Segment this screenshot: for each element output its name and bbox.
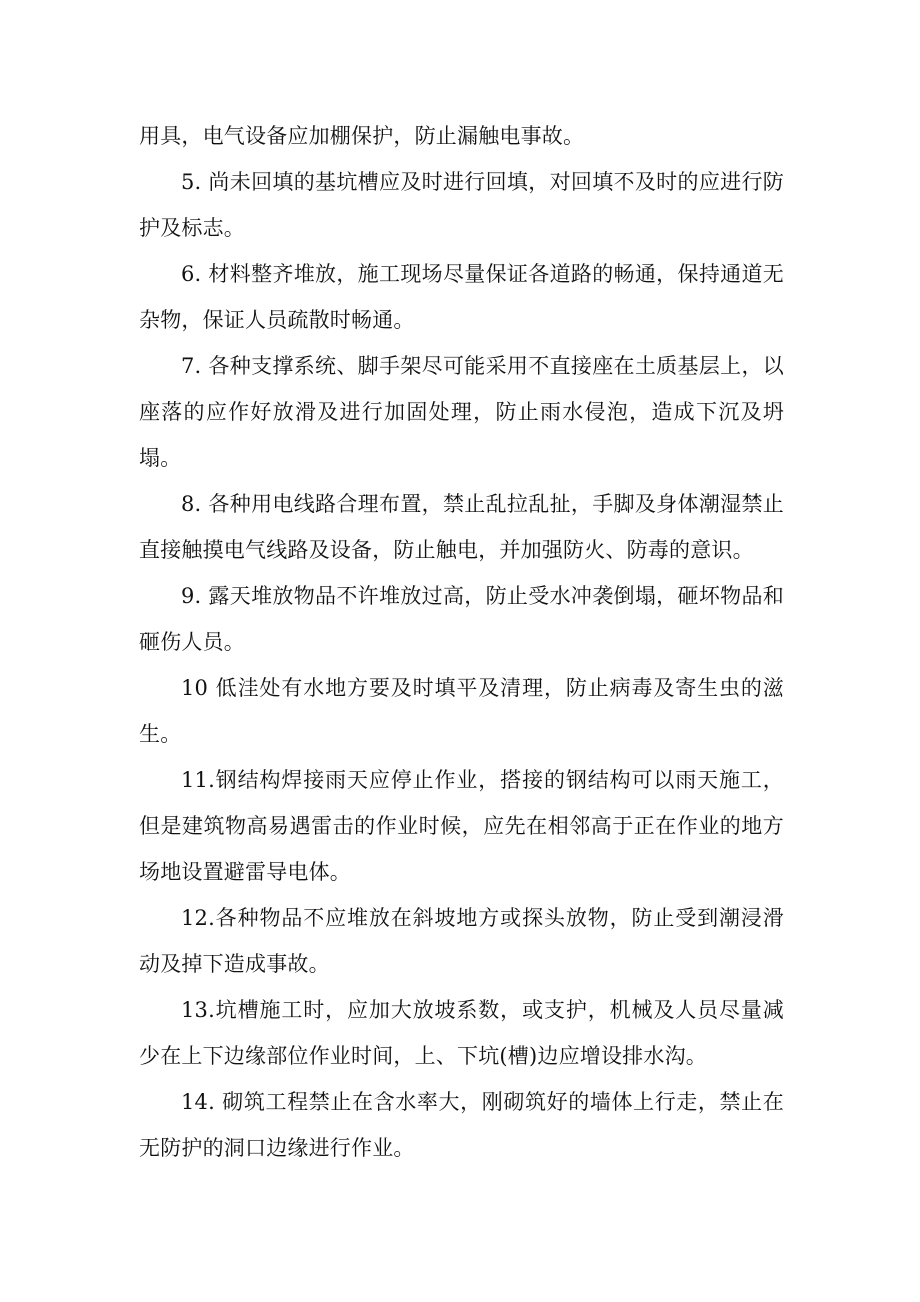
paragraph-item-8: 8. 各种用电线路合理布置，禁止乱拉乱扯，手脚及身体潮湿禁止直接触摸电气线路及设备，防止触电，并加强防火、防毒的意识。 <box>139 492 784 562</box>
paragraph-item-10: 10 低洼处有水地方要及时填平及清理，防止病毒及寄生虫的滋生。 <box>139 676 784 746</box>
paragraph-continuation: 用具，电气设备应加棚保护，防止漏触电事故。 <box>139 124 585 148</box>
document-body <box>139 113 784 1171</box>
paragraph-item-12: 12.各种物品不应堆放在斜坡地方或探头放物，防止受到潮浸滑动及掉下造成事故。 <box>139 906 784 976</box>
paragraph-item-5: 5. 尚未回填的基坑槽应及时进行回填，对回填不及时的应进行防护及标志。 <box>139 170 784 240</box>
paragraph-item-14: 14. 砌筑工程禁止在含水率大，刚砌筑好的墙体上行走，禁止在无防护的洞口边缘进行作业。 <box>139 1090 784 1160</box>
paragraph-item-13: 13.坑槽施工时，应加大放坡系数，或支护，机械及人员尽量减少在上下边缘部位作业时间，上、下坑(槽)边应增设排水沟。 <box>139 998 784 1068</box>
paragraph-item-9: 9. 露天堆放物品不许堆放过高，防止受水冲袭倒塌，砸坏物品和砸伤人员。 <box>139 584 784 654</box>
paragraph-item-7: 7. 各种支撑系统、脚手架尽可能采用不直接座在土质基层上，以座落的应作好放滑及进行加固处理，防止雨水侵泡，造成下沉及坍塌。 <box>139 354 784 470</box>
paragraph-item-6: 6. 材料整齐堆放，施工现场尽量保证各道路的畅通，保持通道无杂物，保证人员疏散时畅通。 <box>139 262 784 332</box>
paragraph-item-11: 11.钢结构焊接雨天应停止作业，搭接的钢结构可以雨天施工，但是建筑物高易遇雷击的作业时候，应先在相邻高于正在作业的地方场地设置避雷导电体。 <box>139 768 784 884</box>
